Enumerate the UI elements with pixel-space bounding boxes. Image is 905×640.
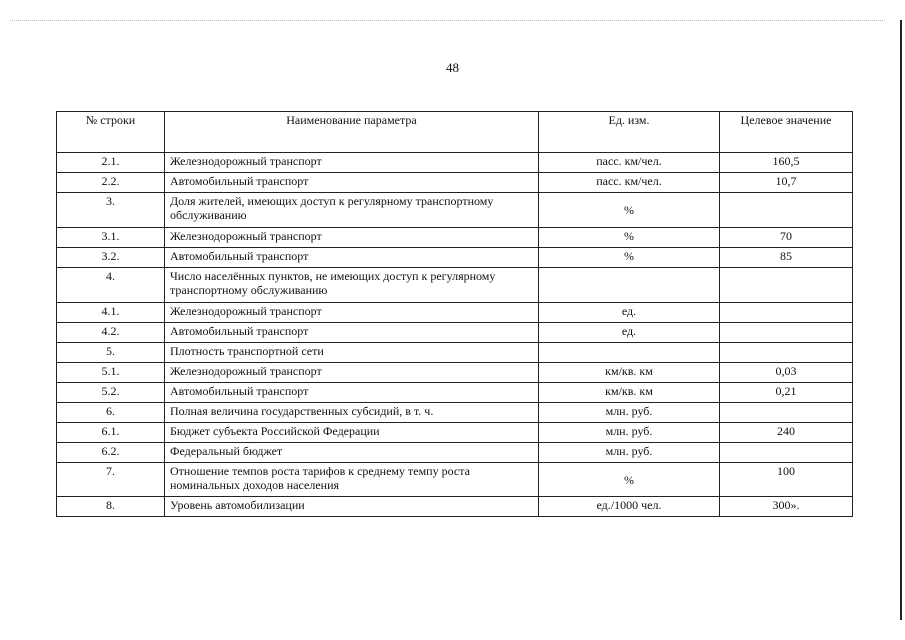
parameter-name: Федеральный бюджет [165, 443, 539, 463]
scan-edge-line [900, 20, 902, 620]
unit: пасс. км/чел. [539, 153, 720, 173]
target-value [720, 303, 853, 323]
header-unit: Ед. изм. [539, 112, 720, 153]
unit: км/кв. км [539, 363, 720, 383]
row-number: 3. [57, 193, 165, 228]
target-value [720, 343, 853, 363]
unit: пасс. км/чел. [539, 173, 720, 193]
table-row [57, 497, 853, 517]
unit: % [539, 193, 720, 228]
table-row [57, 383, 853, 403]
page-number: 48 [446, 60, 459, 75]
parameters-table [56, 111, 853, 517]
unit [539, 268, 720, 303]
table-row [57, 323, 853, 343]
target-value: 85 [720, 248, 853, 268]
row-number: 4. [57, 268, 165, 303]
target-value [720, 268, 853, 303]
parameter-name: Железнодорожный транспорт [165, 363, 539, 383]
row-number: 3.1. [57, 228, 165, 248]
unit: млн. руб. [539, 423, 720, 443]
row-number: 6.1. [57, 423, 165, 443]
parameter-name: Автомобильный транспорт [165, 248, 539, 268]
row-number: 2.1. [57, 153, 165, 173]
target-value: 0,21 [720, 383, 853, 403]
row-number: 8. [57, 497, 165, 517]
row-number: 7. [57, 463, 165, 497]
table-row [57, 443, 853, 463]
table-row [57, 248, 853, 268]
header-target-value: Целевое значение [720, 112, 853, 153]
parameter-name: Автомобильный транспорт [165, 323, 539, 343]
row-number: 6. [57, 403, 165, 423]
parameter-name: Железнодорожный транспорт [165, 153, 539, 173]
unit: ед. [539, 303, 720, 323]
row-number: 5.2. [57, 383, 165, 403]
table-row [57, 228, 853, 248]
parameter-name: Уровень автомобилизации [165, 497, 539, 517]
row-number: 6.2. [57, 443, 165, 463]
table-row [57, 268, 853, 303]
target-value: 240 [720, 423, 853, 443]
target-value: 160,5 [720, 153, 853, 173]
unit: % [539, 228, 720, 248]
table-row [57, 153, 853, 173]
table-header-row [57, 112, 853, 153]
table-row [57, 343, 853, 363]
target-value [720, 323, 853, 343]
parameter-name: Автомобильный транспорт [165, 173, 539, 193]
row-number: 3.2. [57, 248, 165, 268]
target-value: 300». [720, 497, 853, 517]
unit: км/кв. км [539, 383, 720, 403]
header-row-number: № строки [57, 112, 165, 153]
target-value [720, 443, 853, 463]
parameter-name: Железнодорожный транспорт [165, 303, 539, 323]
table-row [57, 303, 853, 323]
parameter-name: Автомобильный транспорт [165, 383, 539, 403]
parameter-name: Бюджет субъекта Российской Федерации [165, 423, 539, 443]
unit: ед. [539, 323, 720, 343]
target-value: 70 [720, 228, 853, 248]
target-value: 100 [720, 463, 853, 497]
row-number: 2.2. [57, 173, 165, 193]
table-row [57, 403, 853, 423]
row-number: 5.1. [57, 363, 165, 383]
table-row [57, 173, 853, 193]
row-number: 5. [57, 343, 165, 363]
unit: ед./1000 чел. [539, 497, 720, 517]
target-value: 0,03 [720, 363, 853, 383]
table-row [57, 463, 853, 497]
parameter-name: Полная величина государственных субсидий, в т. ч. [165, 403, 539, 423]
target-value: 10,7 [720, 173, 853, 193]
parameter-name: Доля жителей, имеющих доступ к регулярному транспортному обслуживанию [165, 193, 539, 228]
row-number: 4.2. [57, 323, 165, 343]
table-row [57, 193, 853, 228]
header-parameter-name: Наименование параметра [165, 112, 539, 153]
unit: % [539, 463, 720, 497]
table-row [57, 363, 853, 383]
table-row [57, 423, 853, 443]
unit: млн. руб. [539, 403, 720, 423]
target-value [720, 193, 853, 228]
unit: % [539, 248, 720, 268]
unit: млн. руб. [539, 443, 720, 463]
parameter-name: Плотность транспортной сети [165, 343, 539, 363]
target-value [720, 403, 853, 423]
parameter-name: Отношение темпов роста тарифов к среднему темпу роста номинальных доходов населения [165, 463, 539, 497]
parameter-name: Число населённых пунктов, не имеющих доступ к регулярному транспортному обслуживанию [165, 268, 539, 303]
unit [539, 343, 720, 363]
parameter-name: Железнодорожный транспорт [165, 228, 539, 248]
scan-dotted-line [10, 20, 885, 21]
row-number: 4.1. [57, 303, 165, 323]
